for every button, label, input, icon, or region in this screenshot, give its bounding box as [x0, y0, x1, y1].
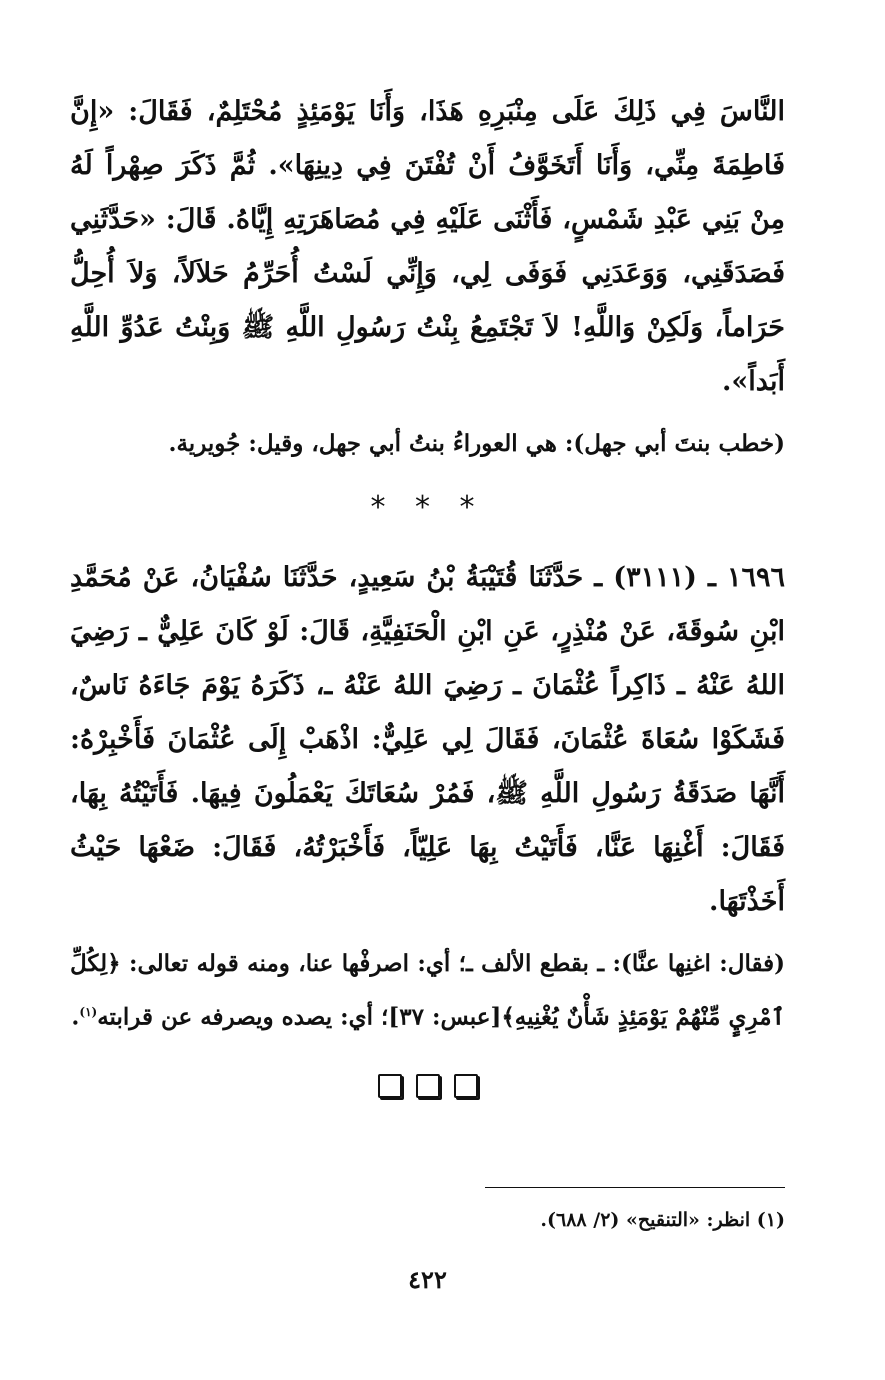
commentary-end: . — [71, 1003, 80, 1031]
commentary-paragraph-2 — [70, 939, 785, 1042]
boxes-divider — [70, 1074, 785, 1098]
box-icon — [378, 1074, 402, 1098]
footnote-marker: (١) — [79, 1005, 98, 1019]
footnote: (١) انظر: «التنقيح» (٢/ ٦٨٨). — [540, 1209, 785, 1231]
book-page — [70, 85, 785, 1345]
footnote-separator — [485, 1187, 785, 1188]
commentary-paragraph: (خطب بنتَ أبي جهل): هي العوراءُ بنتُ أبي جهل، وقيل: جُويرية. — [168, 430, 785, 457]
box-icon — [454, 1074, 478, 1098]
stars-divider: * * * — [370, 490, 485, 525]
commentary-text: (فقال: اغنِها عنَّا): ـ بقطع الألف ـ؛ أي: اصرفْها عنا، ومنه قوله تعالى: ﴿لِكُلِّ ٱمْرِيٍٕ مِّنْهُمْ يَوْمَئِذٍ شَأْنٌ يُغْنِيهِ﴾[عبس: ٣٧]؛ أي: يصده ويصرفه عن قرابته — [70, 950, 785, 1031]
box-icon — [416, 1074, 440, 1098]
hadith-1696: ١٦٩٦ ـ (٣١١١) ـ حَدَّثَنَا قُتَيْبَةُ بْنُ سَعِيدٍ، حَدَّثَنَا سُفْيَانُ، عَنْ مُحَمَّدِ ابْنِ سُوقَةَ، عَنْ مُنْذِرٍ، عَنِ ابْنِ الْحَنَفِيَّةِ، قَالَ: لَوْ كَانَ عَلِيٌّ ـ رَضِيَ اللهُ عَنْهُ ـ ذَاكِراً عُثْمَانَ ـ رَضِيَ اللهُ عَنْهُ ـ، ذَكَرَهُ يَوْمَ جَاءَهُ نَاسٌ، فَشَكَوْا سُعَاةَ عُثْمَانَ، فَقَالَ لِي عَلِيٌّ: اذْهَبْ إِلَى عُثْمَانَ فَأَخْبِرْهُ: أَنَّهَا صَدَقَةُ رَسُولِ اللَّهِ ﷺ، فَمُرْ سُعَاتَكَ يَعْمَلُونَ فِيهَا. فَأَتَيْتُهُ بِهَا، فَقَالَ: أَغْنِهَا عَنَّا، فَأَتَيْتُ بِهَا عَلِيّاً، فَأَخْبَرْتُهُ، فَقَالَ: ضَعْهَا حَيْثُ أَخَذْتَهَا. — [70, 562, 785, 917]
hadith-continuation: النَّاسَ فِي ذَلِكَ عَلَى مِنْبَرِهِ هَذَا، وَأَنَا يَوْمَئِذٍ مُحْتَلِمٌ، فَقَالَ: «إِنَّ فَاطِمَةَ مِنِّي، وَأَنَا أَتَخَوَّفُ أَنْ تُفْتَنَ فِي دِينِهَا». ثُمَّ ذَكَرَ صِهْراً لَهُ مِنْ بَنِي عَبْدِ شَمْسٍ، فَأَثْنَى عَلَيْهِ فِي مُصَاهَرَتِهِ إِيَّاهُ. قَالَ: «حَدَّثَنِي فَصَدَقَنِي، وَوَعَدَنِي فَوَفَى لِي، وَإِنِّي لَسْتُ أُحَرِّمُ حَلاَلاً، وَلاَ أُحِلُّ حَرَاماً، وَلَكِنْ وَاللَّهِ! لاَ تَجْتَمِعُ بِنْتُ رَسُولِ اللَّهِ ﷺ وَبِنْتُ عَدُوِّ اللَّهِ أَبَداً». — [70, 96, 785, 397]
page-number: ٤٢٢ — [408, 1265, 447, 1294]
